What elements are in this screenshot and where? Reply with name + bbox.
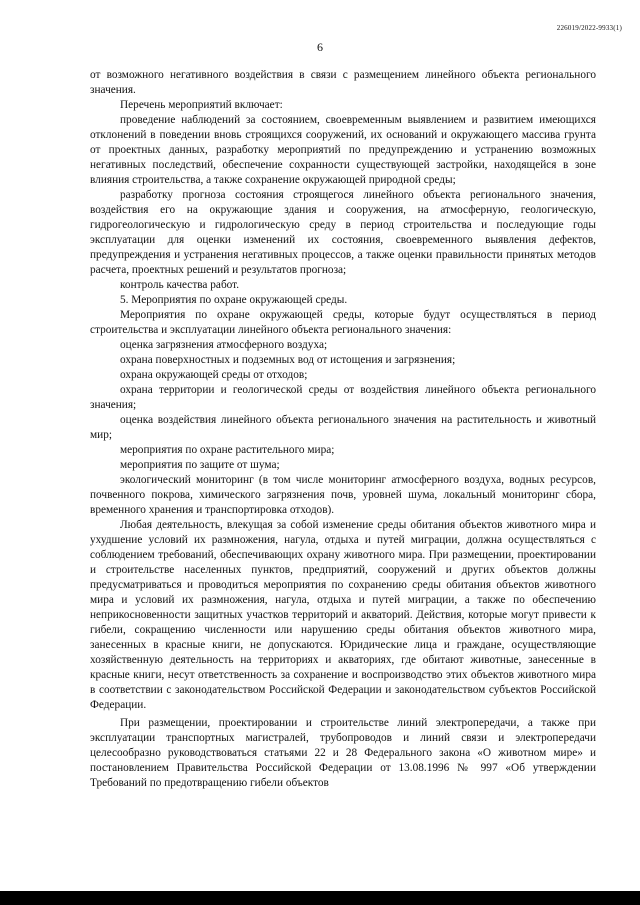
list-item: мероприятия по защите от шума; (120, 459, 280, 471)
paragraph-continuation: от возможного негативного воздействия в связи с размещением линейного объекта регионального значения. (90, 69, 596, 96)
list-item: мероприятия по охране растительного мира; (120, 444, 335, 456)
paragraph-list-intro: Перечень мероприятий включает: (120, 99, 283, 111)
list-item: охрана поверхностных и подземных вод от истощения и загрязнения; (120, 354, 456, 366)
list-item: экологический мониторинг (в том числе мониторинг атмосферного воздуха, водных ресурсов, почвенного покрова, химического загрязнения почв, уровней шума, локальный мониторинг сбора, временного хранения и транспортировка отходов). (90, 474, 596, 516)
section-heading: 5. Мероприятия по охране окружающей среды. (120, 294, 348, 306)
list-item: охрана территории и геологической среды от воздействия линейного объекта регионального значения; (90, 384, 596, 411)
paragraph-env-measures-intro: Мероприятия по охране окружающей среды, которые будут осуществляться в период строительства и эксплуатации линейного объекта регионального значения: (90, 309, 596, 336)
doc-code: 226019/2022-9933(1) (556, 24, 622, 32)
scan-edge-bar (0, 891, 640, 905)
document-body (90, 68, 596, 791)
paragraph-observations: проведение наблюдений за состоянием, своевременным выявлением и развитием имеющихся отклонений в поведении вновь строящихся сооружений, их оснований и окружающего массива грунта от проектных данных, разработку мероприятий по предупреждению и устранению возможных негативных последствий, обеспечение сохранности существующей застройки, находящейся в зоне влияния строительства, а также сохранение окружающей природной среды; (90, 114, 596, 186)
list-item: оценка загрязнения атмосферного воздуха; (120, 339, 328, 351)
list-item: оценка воздействия линейного объекта регионального значения на растительность и животный мир; (90, 414, 596, 441)
paragraph-wildlife: Любая деятельность, влекущая за собой изменение среды обитания объектов животного мира и ухудшение условий их размножения, нагула, отдыха и путей миграции, должна осуществляться с соблюдением требований, обеспечивающих охрану животного мира. При размещении, проектировании и строительстве населенных пунктов, предприятий, сооружений и других объектов должны предусматриваться и проводиться мероприятия по сохранению среды обитания объектов животного мира и условий их размножения, нагула, отдыха и путей миграции, а также по обеспечению неприкосновенности защитных участков территорий и акваторий. Действия, которые могут привести к гибели, сокращению численности или нарушению среды обитания объектов животного мира, занесенных в красные книги, не допускаются. Юридические лица и граждане, осуществляющие хозяйственную деятельность на территориях и акваториях, где обитают животные, занесенные в красные книги, несут ответственность за сохранение и воспроизводство этих объектов животного мира в соответствии с законодательством Российской Федерации и законодательством субъектов Российской Федерации. (90, 519, 596, 711)
page-number: 6 (317, 40, 323, 54)
paragraph-quality-control: контроль качества работ. (120, 279, 240, 291)
paragraph-forecast: разработку прогноза состояния строящегося линейного объекта регионального значения, воздействия его на окружающие здания и сооружения, на атмосферную, геологическую, гидрогеологическую и гидрологическую среду в период строительства и последующие годы эксплуатации для оценки изменений их состояния, своевременного выявления дефектов, предупреждения и устранения негативных процессов, а также оценки правильности принятых методов расчета, проектных решений и результатов прогноза; (90, 189, 596, 276)
list-item: охрана окружающей среды от отходов; (120, 369, 308, 381)
paragraph-power-lines: При размещении, проектировании и строительстве линий электропередачи, а также при эксплуатации транспортных магистралей, трубопроводов и линий связи и электропередачи целесообразно руководствоваться статьями 22 и 28 Федерального закона «О животном мире» и постановлением Правительства Российской Федерации от 13.08.1996 № 997 «Об утверждении Требований по предотвращению гибели объектов (90, 717, 596, 789)
